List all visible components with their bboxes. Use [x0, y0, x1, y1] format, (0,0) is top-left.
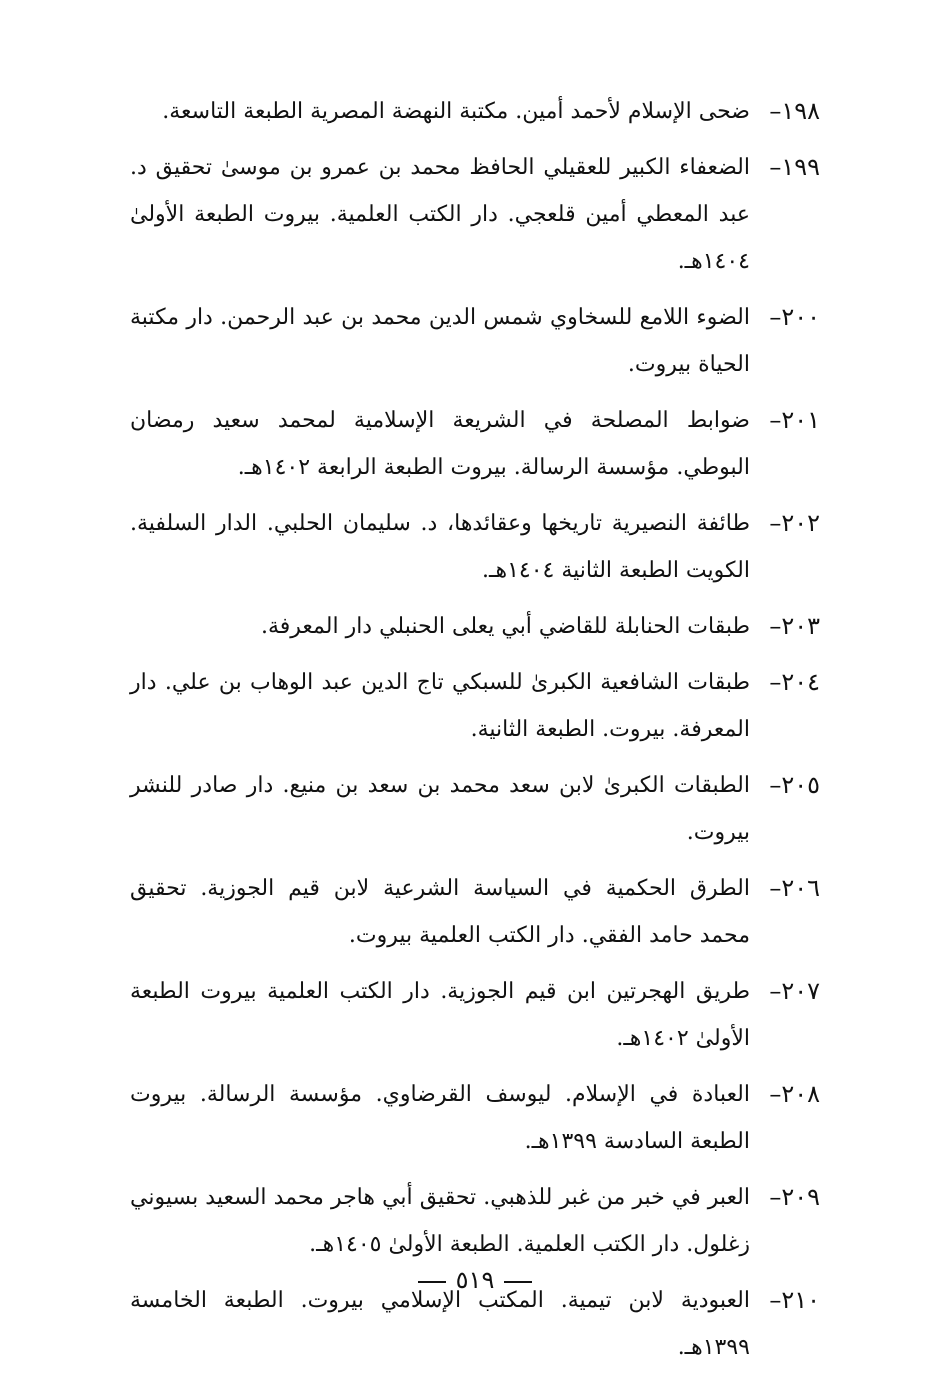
entry-text: العبودية لابن تيمية. المكتب الإسلامي بيروت. الطبعة الخامسة ١٣٩٩هـ.	[130, 1288, 750, 1360]
entry-text: الضوء اللامع للسخاوي شمس الدين محمد بن عبد الرحمن. دار مكتبة الحياة بيروت.	[130, 305, 750, 377]
entry-text: طبقات الشافعية الكبرىٰ للسبكي تاج الدين عبد الوهاب بن علي. دار المعرفة. بيروت. الطبعة الثانية.	[130, 670, 750, 742]
entry-number: ٢٠٢–	[769, 509, 820, 537]
entry-number: ٢٠٨–	[769, 1080, 820, 1108]
bibliography-entry	[130, 762, 820, 856]
entry-number: ٢٠٤–	[769, 668, 820, 696]
entry-text: طريق الهجرتين ابن قيم الجوزية. دار الكتب العلمية بيروت الطبعة الأولىٰ ١٤٠٢هـ.	[130, 979, 750, 1051]
entry-number: ٢٠٦–	[769, 874, 820, 902]
bibliography-entry	[130, 865, 820, 959]
entry-number: ٢٠١–	[769, 406, 820, 434]
bibliography-entry	[130, 397, 820, 491]
entry-text: طائفة النصيرية تاريخها وعقائدها، د. سليمان الحلبي. الدار السلفية. الكويت الطبعة الثانية ١٤٠٤هـ.	[130, 511, 750, 583]
entry-text: العبر في خبر من غبر للذهبي. تحقيق أبي هاجر محمد السعيد بسيوني زغلول. دار الكتب العلمية. الطبعة الأولىٰ ١٤٠٥هـ.	[130, 1185, 750, 1257]
bibliography-entry	[130, 968, 820, 1062]
entry-text: ضوابط المصلحة في الشريعة الإسلامية لمحمد سعيد رمضان البوطي. مؤسسة الرسالة. بيروت الطبعة الرابعة ١٤٠٢هـ.	[130, 408, 750, 480]
entry-number: ٢٠٠–	[769, 303, 820, 331]
entry-number: ٢١٠–	[769, 1286, 820, 1314]
bibliography-list	[130, 88, 820, 1380]
entry-text: الضعفاء الكبير للعقيلي الحافظ محمد بن عمرو بن موسىٰ تحقيق د. عبد المعطي أمين قلعجي. دار الكتب العلمية. بيروت الطبعة الأولىٰ ١٤٠٤هـ.	[130, 155, 750, 274]
bibliography-entry	[130, 659, 820, 753]
entry-number: ٢٠٣–	[769, 612, 820, 640]
entry-text: الطرق الحكمية في السياسة الشرعية لابن قيم الجوزية. تحقيق محمد حامد الفقي. دار الكتب العلمية بيروت.	[130, 876, 750, 948]
entry-number: ١٩٨–	[769, 97, 820, 125]
entry-text: ضحى الإسلام لأحمد أمين. مكتبة النهضة المصرية الطبعة التاسعة.	[162, 99, 750, 124]
bibliography-entry	[130, 88, 820, 135]
footer-dash-right	[504, 1281, 532, 1283]
bibliography-entry	[130, 1071, 820, 1165]
bibliography-entry	[130, 1174, 820, 1268]
entry-number: ٢٠٥–	[769, 771, 820, 799]
entry-number: ٢٠٩–	[769, 1183, 820, 1211]
bibliography-entry	[130, 500, 820, 594]
entry-number: ١٩٩–	[769, 153, 820, 181]
page-footer	[0, 1262, 950, 1298]
page-number: ٥١٩	[455, 1266, 495, 1294]
bibliography-entry	[130, 144, 820, 285]
entry-text: طبقات الحنابلة للقاضي أبي يعلى الحنبلي دار المعرفة.	[260, 614, 750, 639]
entry-number: ٢٠٧–	[769, 977, 820, 1005]
bibliography-entry	[130, 294, 820, 388]
bibliography-entry	[130, 603, 820, 650]
entry-text: العبادة في الإسلام. ليوسف القرضاوي. مؤسسة الرسالة. بيروت الطبعة السادسة ١٣٩٩هـ.	[130, 1082, 750, 1154]
entry-text: الطبقات الكبرىٰ لابن سعد محمد بن سعد بن منيع. دار صادر للنشر بيروت.	[130, 773, 750, 845]
footer-dash-left	[418, 1281, 446, 1283]
